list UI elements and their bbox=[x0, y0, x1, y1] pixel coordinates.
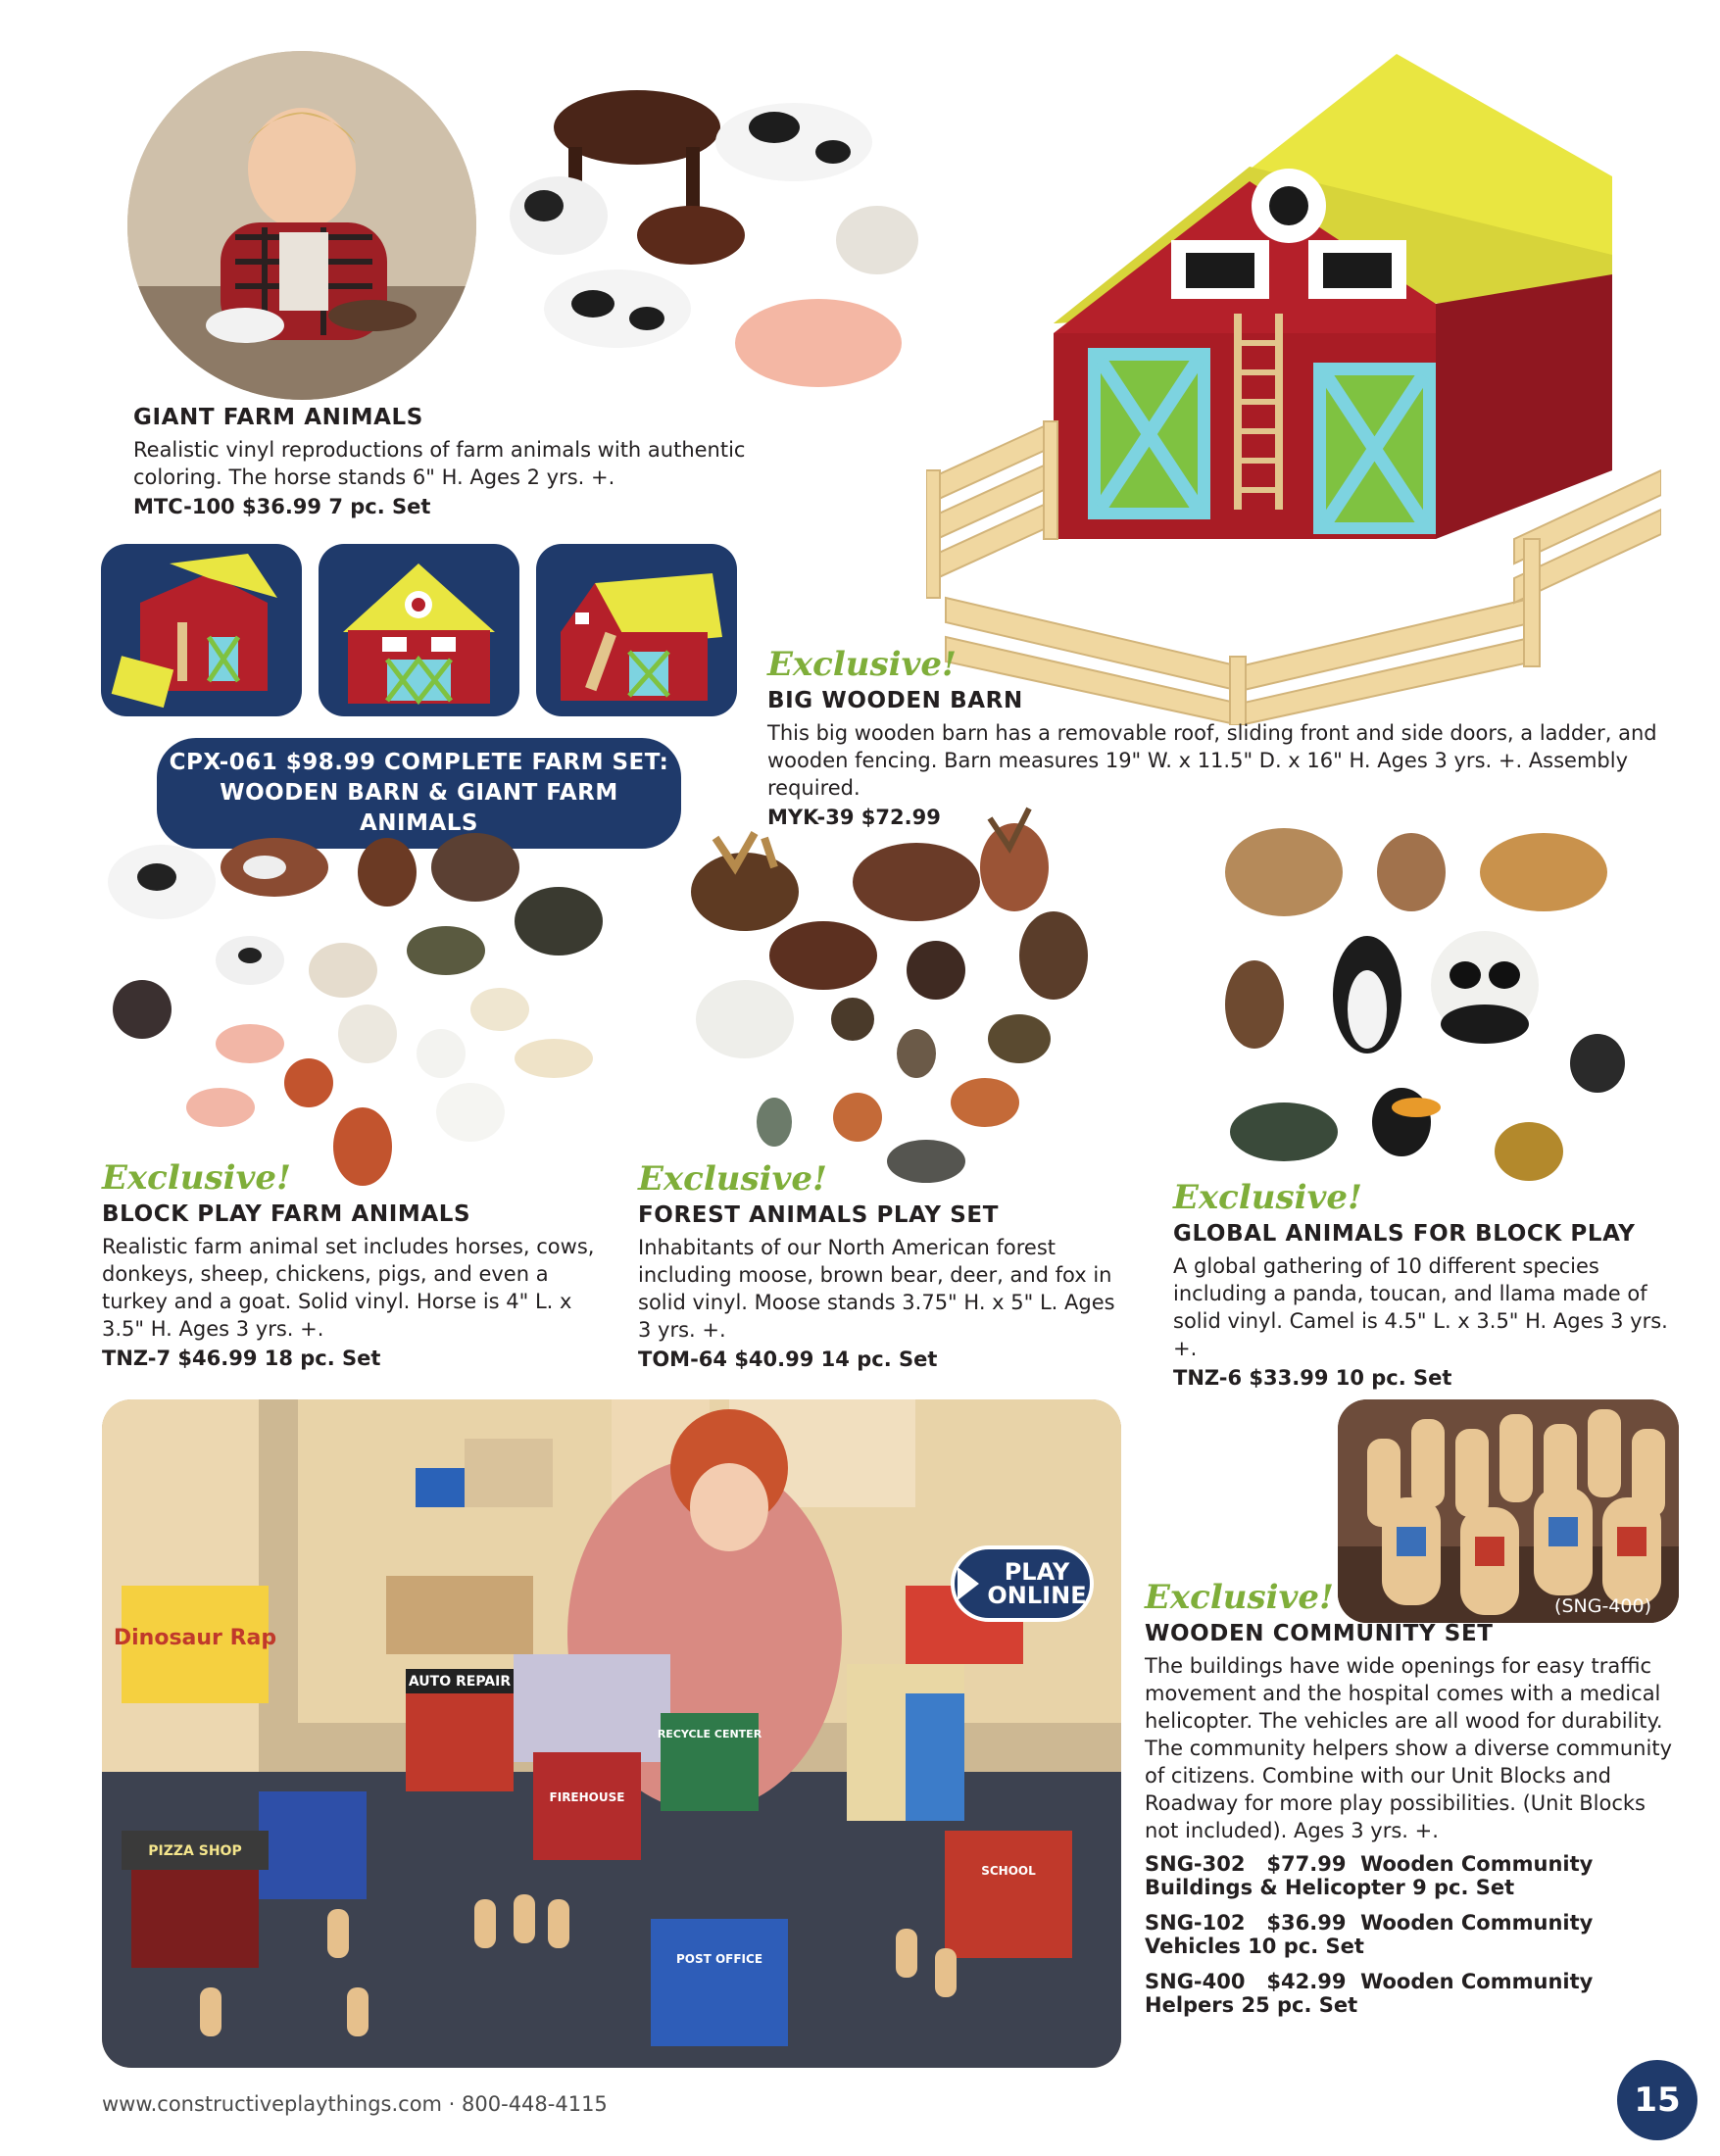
global-exclusive: Exclusive! bbox=[1173, 1178, 1362, 1217]
school-sign: SCHOOL bbox=[981, 1864, 1036, 1878]
forest-price: TOM-64 $40.99 14 pc. Set bbox=[638, 1348, 938, 1371]
giant-farm-title: GIANT FARM ANIMALS bbox=[133, 405, 423, 430]
big-barn-price: MYK-39 $72.99 bbox=[767, 806, 941, 829]
block-farm-animals-image bbox=[103, 823, 613, 1196]
community-item-3 bbox=[1145, 1970, 1679, 2017]
barn-thumbnail-front bbox=[319, 544, 519, 716]
forest-title: FOREST ANIMALS PLAY SET bbox=[638, 1202, 1000, 1228]
barn-thumbnail-side bbox=[536, 544, 737, 716]
footer-url[interactable]: www.constructiveplaythings.com · 800-448-4115 bbox=[102, 2092, 608, 2116]
community-item-3-line-2: Helpers 25 pc. Set bbox=[1145, 1993, 1358, 2017]
community-item-2-line-2: Vehicles 10 pc. Set bbox=[1145, 1935, 1364, 1958]
page-number-badge bbox=[1617, 2060, 1697, 2140]
giant-farm-photo-circle bbox=[127, 51, 476, 400]
giant-farm-description: Realistic vinyl reproductions of farm animals with authentic coloring. The horse stands 6" H. Ages 2 yrs. +. bbox=[133, 438, 746, 489]
play-online-label-2: ONLINE bbox=[987, 1582, 1087, 1609]
barn-thumbnail-open bbox=[101, 544, 302, 716]
big-barn-exclusive: Exclusive! bbox=[767, 645, 957, 684]
forest-exclusive: Exclusive! bbox=[638, 1159, 827, 1199]
community-item-1 bbox=[1145, 1852, 1679, 1899]
global-description: A global gathering of 10 different species including a panda, toucan, and llama made of solid vinyl. Camel is 4.5" L. x 3.5" H. Ages 3 yrs. +. bbox=[1173, 1254, 1668, 1360]
community-item-2-line-1: SNG-102 $36.99 Wooden Community bbox=[1145, 1911, 1594, 1935]
community-item-2 bbox=[1145, 1911, 1679, 1958]
auto-repair-sign: AUTO REPAIR bbox=[408, 1674, 512, 1690]
global-title: GLOBAL ANIMALS FOR BLOCK PLAY bbox=[1173, 1221, 1636, 1247]
forest-description: Inhabitants of our North American forest including moose, brown bear, deer, and fox in solid vinyl. Moose stands 3.75" H. x 5" L. Ages 3 yrs. +. bbox=[638, 1236, 1115, 1342]
community-item-3-line-1: SNG-400 $42.99 Wooden Community bbox=[1145, 1970, 1594, 1993]
play-online-label-1: PLAY bbox=[1004, 1558, 1070, 1586]
community-item-1-line-2: Buildings & Helicopter 9 pc. Set bbox=[1145, 1876, 1515, 1899]
giant-farm-price: MTC-100 $36.99 7 pc. Set bbox=[133, 495, 431, 518]
block-farm-exclusive: Exclusive! bbox=[102, 1158, 291, 1198]
book-title-text: Dinosaur Rap bbox=[113, 1626, 277, 1650]
recycle-center-sign: RECYCLE CENTER bbox=[657, 1728, 762, 1740]
big-wooden-barn-image bbox=[926, 49, 1661, 725]
play-online-button[interactable] bbox=[951, 1545, 1094, 1622]
page-number: 15 bbox=[1634, 2081, 1681, 2120]
community-exclusive: Exclusive! bbox=[1145, 1578, 1334, 1617]
global-animals-image bbox=[1205, 808, 1627, 1210]
play-icon bbox=[958, 1567, 979, 1600]
block-farm-title: BLOCK PLAY FARM ANIMALS bbox=[102, 1201, 471, 1227]
community-item-1-line-1: SNG-302 $77.99 Wooden Community bbox=[1145, 1852, 1594, 1876]
block-farm-price: TNZ-7 $46.99 18 pc. Set bbox=[102, 1347, 381, 1370]
forest-animals-image bbox=[676, 799, 1127, 1191]
complete-set-line-2: WOODEN BARN & GIANT FARM ANIMALS bbox=[220, 780, 618, 836]
post-office-sign: POST OFFICE bbox=[675, 1952, 763, 1966]
pizza-shop-sign: PIZZA SHOP bbox=[148, 1843, 242, 1859]
firehouse-sign: FIREHOUSE bbox=[549, 1790, 625, 1804]
complete-set-line-1: CPX-061 $98.99 COMPLETE FARM SET: bbox=[169, 750, 669, 775]
global-price: TNZ-6 $33.99 10 pc. Set bbox=[1173, 1366, 1452, 1390]
giant-farm-animals-image bbox=[500, 69, 931, 421]
community-description: The buildings have wide openings for easy traffic movement and the hospital comes with a medical helicopter. The vehicles are all wood for durability. The community helpers show a diverse community of citizens. Combine with our Unit Blocks and Roadway for more play possibilities. (Unit Blocks not included). Ages 3 yrs. +. bbox=[1145, 1654, 1672, 1842]
big-barn-title: BIG WOODEN BARN bbox=[767, 688, 1023, 713]
big-barn-description: This big wooden barn has a removable roof, sliding front and side doors, a ladder, and wooden fencing. Barn measures 19" W. x 11.5" D. x 16" H. Ages 3 yrs. +. Assembly required. bbox=[767, 721, 1657, 800]
community-title: WOODEN COMMUNITY SET bbox=[1145, 1621, 1494, 1646]
community-play-scene-photo bbox=[102, 1399, 1121, 2068]
helpers-caption: (SNG-400) bbox=[1554, 1595, 1651, 1617]
block-farm-description: Realistic farm animal set includes horses, cows, donkeys, sheep, chickens, pigs, and even a turkey and a goat. Solid vinyl. Horse is 4" L. x 3.5" H. Ages 3 yrs. +. bbox=[102, 1235, 595, 1341]
